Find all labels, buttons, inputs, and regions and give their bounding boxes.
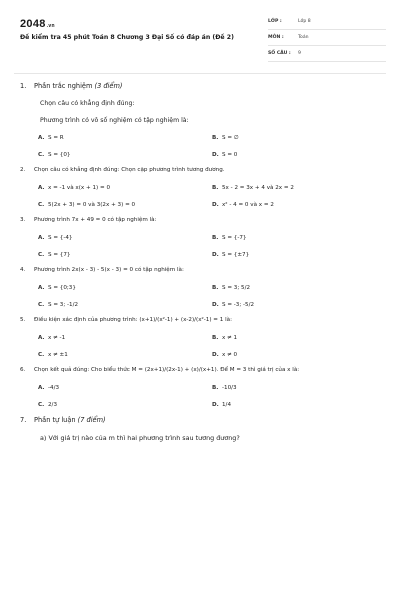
option-text: x ≠ ±1	[48, 352, 68, 358]
section-score: (7 điểm)	[77, 416, 106, 424]
question-5	[20, 316, 380, 358]
option-d[interactable]	[212, 151, 237, 160]
question-head	[20, 316, 380, 326]
option-text: S = {0;3}	[48, 285, 76, 291]
option-c[interactable]	[38, 251, 70, 260]
question-number: 4.	[20, 267, 26, 273]
option-label: B.	[212, 385, 219, 391]
question-text: Phương trình 7x + 49 = 0 có tập nghiệm là:	[34, 217, 157, 223]
section-title-text: Phần trắc nghiệm	[34, 82, 93, 90]
meta-value: 9	[298, 51, 301, 56]
question-6	[20, 366, 380, 408]
section-title-text: Phần tự luận	[34, 416, 76, 424]
section-number: 7.	[20, 416, 27, 424]
meta-label: LỚP :	[268, 19, 282, 24]
question-text: Điều kiện xác định của phương trình: (x+1)/(x²-1) + (x-2)/(x²-1) = 1 là:	[34, 317, 232, 323]
option-label: C.	[38, 302, 45, 308]
option-a[interactable]	[38, 284, 76, 293]
exam-body	[20, 82, 380, 442]
meta-info	[268, 17, 386, 65]
option-text: 5x - 2 = 3x + 4 và 2x = 2	[222, 185, 294, 191]
question-number: 2.	[20, 167, 26, 173]
option-c[interactable]	[38, 401, 57, 410]
option-label: C.	[38, 252, 45, 258]
question-head	[20, 166, 380, 176]
option-text: 1/4	[222, 402, 232, 408]
meta-row-class	[268, 17, 386, 30]
option-c[interactable]	[38, 151, 70, 160]
option-label: D.	[212, 402, 219, 408]
option-text: S = R	[48, 135, 64, 141]
option-label: D.	[212, 302, 219, 308]
option-text: 2/3	[48, 402, 58, 408]
option-text: -10/3	[222, 385, 237, 391]
option-label: D.	[212, 202, 219, 208]
question-head	[20, 366, 380, 376]
option-d[interactable]	[212, 401, 231, 410]
question-text: Chọn câu có khẳng định đúng: Chọn cặp phương trình tương đương.	[34, 167, 225, 173]
option-text: S = {-4}	[48, 235, 73, 241]
option-text: x ≠ 0	[222, 352, 238, 358]
option-label: A.	[38, 335, 45, 341]
option-label: C.	[38, 352, 45, 358]
header-divider	[14, 73, 386, 74]
question-2	[20, 166, 380, 208]
question-3	[20, 216, 380, 258]
site-logo[interactable]	[20, 18, 55, 30]
option-a[interactable]	[38, 334, 65, 343]
option-text: S = {0}	[48, 152, 71, 158]
question-number: 3.	[20, 217, 26, 223]
option-c[interactable]	[38, 301, 78, 310]
option-b[interactable]	[212, 134, 239, 143]
question-5-options	[20, 334, 380, 358]
option-label: B.	[212, 235, 219, 241]
section-number: 1.	[20, 82, 27, 90]
option-a[interactable]	[38, 234, 73, 243]
question-1-options	[20, 134, 380, 158]
option-text: 5(2x + 3) = 0 và 3(2x + 3) = 0	[48, 202, 136, 208]
option-b[interactable]	[212, 384, 237, 393]
option-a[interactable]	[38, 184, 110, 193]
option-label: B.	[212, 135, 219, 141]
instruction: Chọn câu có khẳng định đúng:	[40, 100, 135, 107]
essay-question-a: a) Với giá trị nào của m thì hai phương trình sau tương đương?	[40, 434, 240, 442]
option-label: C.	[38, 202, 45, 208]
option-b[interactable]	[212, 284, 250, 293]
option-text: S = {-7}	[222, 235, 247, 241]
question-2-options	[20, 184, 380, 208]
option-label: A.	[38, 385, 45, 391]
section-title	[34, 416, 106, 424]
option-text: x ≠ 1	[222, 335, 238, 341]
question-4	[20, 266, 380, 308]
section-heading-part1	[20, 82, 380, 92]
option-b[interactable]	[212, 184, 294, 193]
question-1-text: Phương trình có vô số nghiệm có tập nghiệm là:	[40, 117, 189, 124]
option-d[interactable]	[212, 351, 237, 360]
option-label: C.	[38, 402, 45, 408]
option-text: x² - 4 = 0 và x = 2	[222, 202, 274, 208]
option-label: D.	[212, 152, 219, 158]
option-c[interactable]	[38, 351, 68, 360]
option-label: B.	[212, 185, 219, 191]
section-score: (3 điểm)	[94, 82, 123, 90]
question-text: Chọn kết quả đúng: Cho biểu thức M = (2x+1)/(2x-1) + (x)/(x+1). Để M = 3 thì giá trị của x là:	[34, 367, 300, 373]
section-heading-part2	[20, 416, 380, 426]
option-d[interactable]	[212, 201, 274, 210]
option-b[interactable]	[212, 234, 247, 243]
header	[14, 14, 386, 66]
option-text: S = {±7}	[222, 252, 250, 258]
option-text: x = -1 và x(x + 1) = 0	[48, 185, 111, 191]
section-part2	[20, 416, 380, 442]
meta-row-count	[268, 49, 386, 62]
option-text: S = 3; 5/2	[222, 285, 251, 291]
meta-value: Lớp 8	[298, 19, 311, 24]
option-c[interactable]	[38, 201, 135, 210]
option-text: S = -3; -5/2	[222, 302, 255, 308]
option-text: S = 0	[222, 152, 238, 158]
option-text: S = {7}	[48, 252, 71, 258]
question-head	[20, 266, 380, 276]
question-text: Phương trình 2x(x - 3) - 5(x - 3) = 0 có tập nghiệm là:	[34, 267, 184, 273]
option-label: D.	[212, 252, 219, 258]
document-title: Đề kiểm tra 45 phút Toán 8 Chương 3 Đại Số có đáp án (Đề 2)	[20, 34, 234, 41]
option-b[interactable]	[212, 334, 237, 343]
option-text: S = 3; -1/2	[48, 302, 79, 308]
option-label: A.	[38, 185, 45, 191]
question-number: 6.	[20, 367, 26, 373]
logo-sub: .vn	[46, 23, 55, 29]
question-4-options	[20, 284, 380, 308]
option-label: B.	[212, 335, 219, 341]
question-number: 5.	[20, 317, 26, 323]
section-title	[34, 82, 122, 90]
meta-row-subject	[268, 33, 386, 46]
question-3-options	[20, 234, 380, 258]
option-text: x ≠ -1	[48, 335, 66, 341]
meta-value: Toán	[298, 35, 309, 40]
option-d[interactable]	[212, 251, 249, 260]
meta-label: SỐ CÂU :	[268, 51, 291, 56]
option-label: A.	[38, 235, 45, 241]
option-text: S = ∅	[222, 135, 239, 141]
option-label: C.	[38, 152, 45, 158]
meta-label: MÔN :	[268, 35, 284, 40]
option-text: -4/3	[48, 385, 60, 391]
question-head	[20, 216, 380, 226]
question-6-options	[20, 384, 380, 408]
option-a[interactable]	[38, 134, 64, 143]
option-label: A.	[38, 135, 45, 141]
option-a[interactable]	[38, 384, 59, 393]
option-d[interactable]	[212, 301, 254, 310]
option-label: D.	[212, 352, 219, 358]
logo-main: 2048	[20, 18, 46, 30]
option-label: B.	[212, 285, 219, 291]
option-label: A.	[38, 285, 45, 291]
